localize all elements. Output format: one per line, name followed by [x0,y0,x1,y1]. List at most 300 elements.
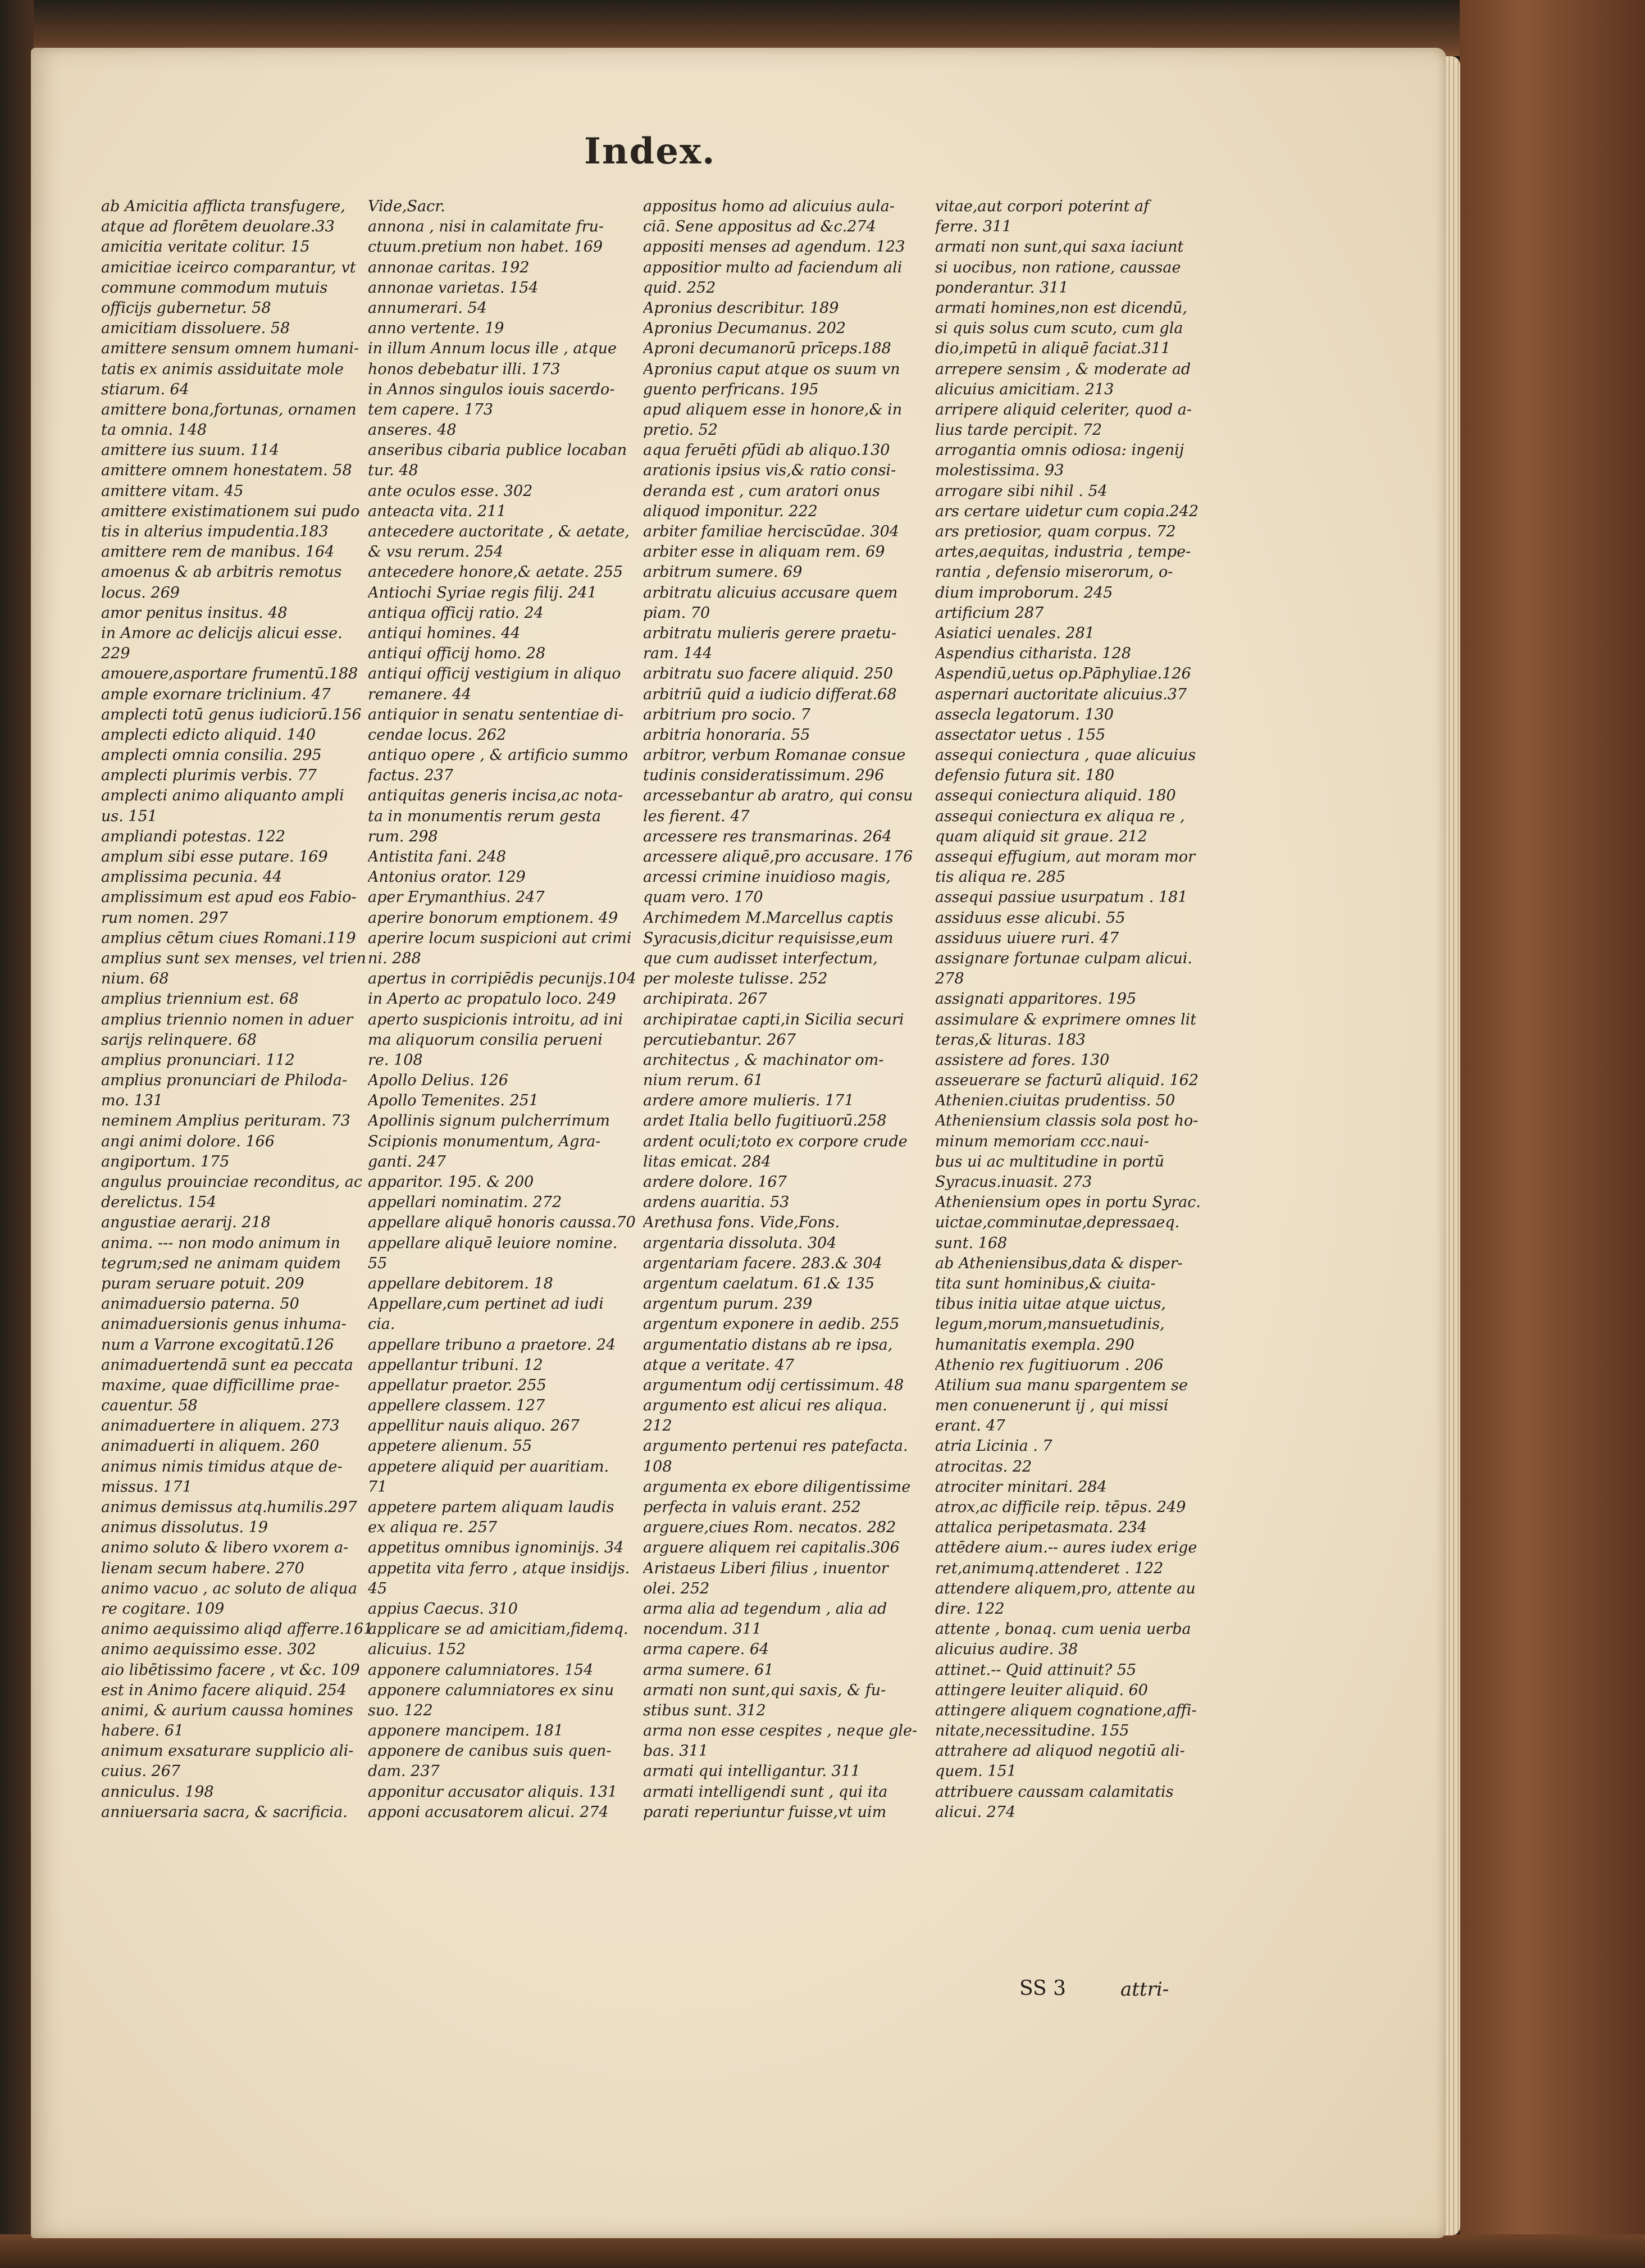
index-entry: rantia , defensio miserorum, o- [935,563,1173,581]
index-entry: Apronius describitur. 189 [643,299,839,317]
index-entry: assistere ad fores. 130 [935,1051,1110,1069]
index-entry: 108 [643,1458,672,1475]
index-entry: ante oculos esse. 302 [368,482,533,500]
index-entry: amittere vitam. 45 [101,482,244,500]
index-entry: factus. 237 [368,767,454,785]
index-entry: arbitratu mulieris gerere praetu- [643,624,897,642]
index-entry: men conuenerunt ij , qui missi [935,1397,1169,1415]
index-entry: asseuerare se facturū aliquid. 162 [935,1072,1199,1090]
index-entry: ardet Italia bello fugitiuorū.258 [643,1112,887,1130]
index-entry: aperire locum suspicioni aut crimi [368,929,632,947]
index-entry: atrox,ac difficile reip. tēpus. 249 [935,1499,1186,1516]
index-entry: 229 [101,645,130,663]
index-entry: bas. 311 [643,1742,708,1760]
index-entry: argumenta ex ebore diligentissime [643,1478,911,1496]
index-entry: argumentum odij certissimum. 48 [643,1376,904,1394]
index-entry: anno vertente. 19 [368,320,504,338]
index-entry: ample exornare triclinium. 47 [101,685,331,703]
index-entry: assignati apparitores. 195 [935,990,1137,1008]
index-entry: teras,& lituras. 183 [935,1031,1086,1049]
index-entry: ta omnia. 148 [101,421,207,439]
index-entry: legum,morum,mansuetudinis, [935,1315,1165,1333]
index-entry: arguere,ciues Rom. necatos. 282 [643,1519,896,1537]
index-entry: Athenio rex fugitiuorum . 206 [935,1356,1164,1374]
index-entry: Vide,Sacr. [368,198,445,215]
index-entry: ex aliqua re. 257 [368,1519,498,1537]
index-entry: arationis ipsius vis,& ratio consi- [643,462,896,480]
index-entry: re. 108 [368,1051,423,1069]
index-entry: arbitrium pro socio. 7 [643,705,810,723]
index-entry: in Aperto ac propatulo loco. 249 [368,990,616,1008]
index-entry: Antonius orator. 129 [368,868,526,886]
index-entry: antecedere honore,& aetate. 255 [368,563,623,581]
index-entry: Arethusa fons. Vide,Fons. [643,1214,840,1232]
index-entry: appellare aliquē honoris caussa.70 [368,1214,636,1232]
index-entry: appositus homo ad alicuius aula- [643,198,895,215]
index-entry: neminem Amplius perituram. 73 [101,1112,350,1130]
index-entry: artes,aequitas, industria , tempe- [935,543,1191,561]
index-entry: ta in monumentis rerum gesta [368,807,602,825]
index-entry: cauentur. 58 [101,1397,198,1415]
index-entry: assequi passiue usurpatum . 181 [935,889,1188,907]
index-entry: apponere calumniatores ex sinu [368,1681,614,1699]
index-entry: re cogitare. 109 [101,1600,225,1618]
index-entry: architectus , & machinator om- [643,1051,884,1069]
index-entry: appositi menses ad agendum. 123 [643,238,905,256]
index-entry: animi, & aurium caussa homines [101,1701,353,1719]
index-entry: angiportum. 175 [101,1153,230,1171]
index-entry: ferre. 311 [935,218,1012,236]
index-entry: annonae varietas. 154 [368,279,539,297]
index-entry: amoenus & ab arbitris remotus [101,563,342,581]
index-entry: apponere mancipem. 181 [368,1722,564,1740]
index-entry: amor penitus insitus. 48 [101,604,288,622]
index-entry: erant. 47 [935,1417,1005,1435]
index-entry: amplissima pecunia. 44 [101,868,282,886]
index-entry: amplius pronunciari de Philoda- [101,1072,348,1090]
index-entry: anseres. 48 [368,421,457,439]
index-entry: arcessi crimine inuidioso magis, [643,868,891,886]
index-entry: appellitur nauis aliquo. 267 [368,1417,580,1435]
index-entry: arbitratu suo facere aliquid. 250 [643,665,893,683]
index-entry: Apollo Delius. 126 [368,1072,508,1090]
index-entry: annumerari. 54 [368,299,487,317]
index-column-3 [643,197,924,1823]
index-entry: amplecti animo aliquanto ampli [101,787,344,805]
index-entry: amplecti plurimis verbis. 77 [101,767,317,785]
index-entry: amittere bona,fortunas, ornamen [101,400,357,418]
index-entry: apponi accusatorem alicui. 274 [368,1803,609,1821]
index-entry: ab Atheniensibus,data & disper- [935,1254,1183,1272]
index-entry: tudinis consideratissimum. 296 [643,767,885,785]
index-entry: dire. 122 [935,1600,1005,1618]
index-entry: appositior multo ad faciendum ali [643,258,903,276]
index-entry: animo soluto & libero vxorem a- [101,1539,349,1557]
index-entry: atrociter minitari. 284 [935,1478,1107,1496]
index-entry: amittere existimationem sui pudo [101,502,360,520]
index-entry: argentariam facere. 283.& 304 [643,1254,882,1272]
leather-binding-right [1460,0,1645,2268]
index-entry: amouere,asportare frumentū.188 [101,665,358,683]
index-entry: in Amore ac delicijs alicui esse. [101,624,343,642]
index-entry: amplius triennium est. 68 [101,990,299,1008]
leather-binding-bottom [0,2234,1645,2268]
index-entry: Antistita fani. 248 [368,848,507,866]
index-entry: lienam secum habere. 270 [101,1559,304,1577]
index-entry: antiqua officij ratio. 24 [368,604,544,622]
index-entry: 55 [368,1254,388,1272]
index-entry: animaduertere in aliquem. 273 [101,1417,340,1435]
index-entry: Atheniensium classis sola post ho- [935,1112,1199,1130]
index-entry: Apollo Temenites. 251 [368,1092,539,1110]
index-entry: Syracusis,dicitur requisisse,eum [643,929,894,947]
index-entry: quem. 151 [935,1763,1017,1780]
index-column-4 [935,197,1216,1823]
index-entry: apponere de canibus suis quen- [368,1742,612,1760]
index-entry: attinet.-- Quid attinuit? 55 [935,1661,1137,1679]
index-entry: amicitia veritate colitur. 15 [101,238,310,256]
index-entry: deranda est , cum aratori onus [643,482,880,500]
index-entry: amplius triennio nomen in aduer [101,1010,353,1028]
index-entry: aperto suspicionis introitu, ad ini [368,1010,623,1028]
index-entry: officijs gubernetur. 58 [101,299,271,317]
index-entry: atria Licinia . 7 [935,1437,1052,1455]
index-entry: anniculus. 198 [101,1783,214,1801]
index-entry: ret,animumq.attenderet . 122 [935,1559,1164,1577]
index-entry: sarijs relinquere. 68 [101,1031,257,1049]
index-entry: atque a veritate. 47 [643,1356,794,1374]
index-entry: annonae caritas. 192 [368,258,530,276]
index-entry: amicitiam dissoluere. 58 [101,320,290,338]
index-entry: commune commodum mutuis [101,279,328,297]
index-entry: suo. 122 [368,1701,433,1719]
index-entry: apud aliquem esse in honore,& in [643,400,903,418]
index-entry: atque ad florētem deuolare.33 [101,218,335,236]
index-entry: antiqui officij homo. 28 [368,645,546,663]
index-entry: maxime, quae difficillime prae- [101,1376,340,1394]
index-entry: ardent oculi;toto ex corpore crude [643,1132,908,1150]
index-entry: que cum audisset interfectum, [643,949,878,967]
index-entry: Scipionis monumentum, Agra- [368,1132,601,1150]
index-entry: in illum Annum locus ille , atque [368,340,617,358]
index-entry: alicuius amicitiam. 213 [935,380,1114,398]
index-entry: Asiatici uenales. 281 [935,624,1095,642]
catchword: attri- [1120,1978,1169,2001]
index-entry: amittere sensum omnem humani- [101,340,359,358]
index-entry: appius Caecus. 310 [368,1600,518,1618]
index-entry: appetere alienum. 55 [368,1437,532,1455]
index-entry: arma alia ad tegendum , alia ad [643,1600,887,1618]
index-entry: amplius sunt sex menses, vel trien [101,949,366,967]
page-header: Index. [584,130,716,172]
index-entry: assequi effugium, aut moram mor [935,848,1195,866]
index-entry: tibus initia uitae atque uictus, [935,1295,1166,1313]
index-entry: ram. 144 [643,645,713,663]
index-entry: appellare tribuno a praetore. 24 [368,1336,616,1354]
index-entry: appellari nominatim. 272 [368,1194,562,1212]
index-entry: arbitriū quid a iudicio differat.68 [643,685,897,703]
index-entry: argumento pertenui res patefacta. [643,1437,908,1455]
index-entry: stiarum. 64 [101,380,189,398]
index-entry: ciā. Sene appositus ad &c.274 [643,218,876,236]
index-entry: parati reperiuntur fuisse,vt uim [643,1803,887,1821]
index-entry: amicitiae iceirco comparantur, vt [101,258,356,276]
index-entry: antecedere auctoritate , & aetate, [368,523,630,540]
index-entry: si quis solus cum scuto, cum gla [935,320,1183,338]
index-entry: appellere classem. 127 [368,1397,545,1415]
index-entry: anteacta vita. 211 [368,502,507,520]
index-entry: arma non esse cespites , neque gle- [643,1722,918,1740]
index-entry: les fierent. 47 [643,807,750,825]
index-entry: archipiratae capti,in Sicilia securi [643,1010,904,1028]
index-entry: anima. --- non modo animum in [101,1234,340,1252]
index-entry: arrepere sensim , & moderate ad [935,360,1191,378]
index-entry: Antiochi Syriae regis filij. 241 [368,584,597,602]
index-entry: amplecti totū genus iudiciorū.156 [101,705,362,723]
index-entry: arbitrum sumere. 69 [643,563,803,581]
index-entry: percutiebantur. 267 [643,1031,796,1049]
index-entry: assiduus esse alicubi. 55 [935,909,1125,927]
index-entry: missus. 171 [101,1478,192,1496]
index-entry: attēdere aium.-- aures iudex erige [935,1539,1197,1557]
index-entry: argumento est alicui res aliqua. [643,1397,887,1415]
index-entry: attingere aliquem cognatione,affi- [935,1701,1197,1719]
index-entry: arbitria honoraria. 55 [643,726,810,744]
index-entry: uictae,comminutae,depressaeq. [935,1214,1180,1232]
index-entry: nium rerum. 61 [643,1072,763,1090]
index-entry: arbitratu alicuius accusare quem [643,584,898,602]
index-entry: aperire bonorum emptionem. 49 [368,909,618,927]
index-entry: nitate,necessitudine. 155 [935,1722,1129,1740]
index-entry: assimulare & exprimere omnes lit [935,1010,1197,1028]
index-entry: Aproni decumanorū prīceps.188 [643,340,891,358]
index-entry: Apollinis signum pulcherrimum [368,1112,610,1130]
index-entry: argentum exponere in aedib. 255 [643,1315,900,1333]
index-entry: archipirata. 267 [643,990,767,1008]
index-entry: humanitatis exempla. 290 [935,1336,1134,1354]
index-entry: amplum sibi esse putare. 169 [101,848,328,866]
index-entry: tegrum;sed ne animam quidem [101,1254,341,1272]
index-entry: assiduus uiuere ruri. 47 [935,929,1119,947]
index-entry: attingere leuiter aliquid. 60 [935,1681,1148,1699]
index-entry: & vsu rerum. 254 [368,543,504,561]
index-entry: aqua feruēti ρfūdi ab aliquo.130 [643,441,890,459]
index-entry: arcessere res transmarinas. 264 [643,827,892,845]
index-entry: arbiter familiae herciscūdae. 304 [643,523,899,540]
index-entry: argentaria dissoluta. 304 [643,1234,837,1252]
index-entry: antiquior in senatu sententiae di- [368,705,624,723]
index-entry: alicuius audire. 38 [935,1641,1078,1659]
index-entry: apponere calumniatores. 154 [368,1661,594,1679]
index-entry: est in Animo facere aliquid. 254 [101,1681,347,1699]
index-entry: aio libētissimo facere , vt &c. 109 [101,1661,360,1679]
index-entry: antiqui homines. 44 [368,624,521,642]
index-entry: arcessebantur ab aratro, qui consu [643,787,913,805]
index-entry: aliquod imponitur. 222 [643,502,818,520]
index-entry: arma capere. 64 [643,1641,769,1659]
index-entry: dium improborum. 245 [935,584,1113,602]
index-entry: artificium 287 [935,604,1044,622]
index-entry: armati qui intelligantur. 311 [643,1763,861,1780]
index-entry: pretio. 52 [643,421,718,439]
index-entry: applicare se ad amicitiam,fidemq. [368,1620,628,1638]
index-entry: per moleste tulisse. 252 [643,970,828,988]
index-entry: anseribus cibaria publice locaban [368,441,627,459]
index-entry: derelictus. 154 [101,1194,217,1212]
index-entry: Athenien.ciuitas prudentiss. 50 [935,1092,1175,1110]
index-entry: appellatur praetor. 255 [368,1376,546,1394]
index-entry: ardere dolore. 167 [643,1173,787,1191]
index-entry: defensio futura sit. 180 [935,767,1115,785]
index-entry: us. 151 [101,807,157,825]
index-entry: animus demissus atq.humilis.297 [101,1499,357,1516]
index-column-2 [368,197,649,1823]
index-column-1 [101,197,382,1823]
index-entry: quam vero. 170 [643,889,763,907]
index-entry: cuius. 267 [101,1763,181,1780]
index-entry: ab Amicitia afflicta transfugere, [101,198,345,215]
index-entry: armati intelligendi sunt , qui ita [643,1783,888,1801]
index-entry: ni. 288 [368,949,421,967]
index-entry: cia. [368,1315,395,1333]
index-entry: Aspendius citharista. 128 [935,645,1131,663]
index-entry: tis aliqua re. 285 [935,868,1066,886]
index-entry: assequi coniectura , quae alicuius [935,746,1196,764]
index-entry: animaduersionis genus inhuma- [101,1315,347,1333]
index-entry: aper Erymanthius. 247 [368,889,545,907]
index-entry: habere. 61 [101,1722,184,1740]
index-entry: argumentatio distans ab re ipsa, [643,1336,893,1354]
index-entry: puram seruare potuit. 209 [101,1274,304,1292]
index-entry: tita sunt hominibus,& ciuita- [935,1274,1156,1292]
index-entry: tatis ex animis assiduitate mole [101,360,344,378]
index-entry: quid. 252 [643,279,716,297]
index-entry: argentum purum. 239 [643,1295,813,1313]
index-entry: 278 [935,970,964,988]
index-entry: Atilium sua manu spargentem se [935,1376,1188,1394]
leather-binding-left [0,0,34,2268]
index-entry: animaduertendā sunt ea peccata [101,1356,353,1374]
index-entry: Apronius caput atque os suum vn [643,360,900,378]
index-entry: appetita vita ferro , atque insidijs. [368,1559,630,1577]
index-entry: apponitur accusator aliquis. 131 [368,1783,618,1801]
index-entry: amplius pronunciari. 112 [101,1051,295,1069]
index-entry: num a Varrone excogitatū.126 [101,1336,334,1354]
index-entry: bus ui ac multitudine in portū [935,1153,1165,1171]
index-entry: honos debebatur illi. 173 [368,360,561,378]
index-entry: Apronius Decumanus. 202 [643,320,846,338]
index-entry: perfecta in valuis erant. 252 [643,1499,861,1516]
index-entry: ardens auaritia. 53 [643,1194,790,1212]
index-entry: Archimedem M.Marcellus captis [643,909,894,927]
index-entry: guento perfricans. 195 [643,380,819,398]
index-entry: 212 [643,1417,672,1435]
index-entry: ctuum.pretium non habet. 169 [368,238,603,256]
index-entry: minum memoriam ccc.naui- [935,1132,1150,1150]
index-entry: antiquitas generis incisa,ac nota- [368,787,623,805]
signature-mark: SS 3 [1019,1977,1067,2000]
index-entry: arcessere aliquē,pro accusare. 176 [643,848,913,866]
index-entry: amplecti omnia consilia. 295 [101,746,322,764]
index-entry: amplius cētum ciues Romani.119 [101,929,356,947]
index-entry: locus. 269 [101,584,180,602]
index-entry: argentum caelatum. 61.& 135 [643,1274,875,1292]
index-entry: arripere aliquid celeriter, quod a- [935,400,1192,418]
index-entry: dio,impetū in aliquē faciat.311 [935,340,1171,358]
index-entry: animaduerti in aliquem. 260 [101,1437,320,1455]
index-entry: piam. 70 [643,604,710,622]
index-entry: molestissima. 93 [935,462,1064,480]
index-entry: in Annos singulos iouis sacerdo- [368,380,615,398]
index-entry: atrocitas. 22 [935,1458,1032,1475]
index-entry: appetere partem aliquam laudis [368,1499,614,1516]
index-entry: amplecti edicto aliquid. 140 [101,726,316,744]
index-entry: amittere rem de manibus. 164 [101,543,335,561]
index-entry: arrogare sibi nihil . 54 [935,482,1108,500]
index-entry: arbiter esse in aliquam rem. 69 [643,543,885,561]
index-entry: animo aequissimo aliqd afferre.161 [101,1620,373,1638]
index-entry: anniuersaria sacra, & sacrificia. [101,1803,348,1821]
index-entry: assecla legatorum. 130 [935,705,1114,723]
index-entry: appetitus omnibus ignominijs. 34 [368,1539,624,1557]
index-entry: ganti. 247 [368,1153,446,1171]
index-entry: rum. 298 [368,827,438,845]
index-entry: animus dissolutus. 19 [101,1519,268,1537]
index-entry: animus nimis timidus atque de- [101,1458,343,1475]
index-entry: stibus sunt. 312 [643,1701,766,1719]
index-entry: mo. 131 [101,1092,163,1110]
index-entry: Aspendiū,uetus op.Pāphyliae.126 [935,665,1191,683]
index-entry: Syracus.inuasit. 273 [935,1173,1092,1191]
index-entry: attrahere ad aliquod negotiū ali- [935,1742,1185,1760]
index-entry: aspernari auctoritate alicuius.37 [935,685,1187,703]
index-entry: nocendum. 311 [643,1620,762,1638]
index-entry: olei. 252 [643,1579,710,1597]
index-entry: arguere aliquem rei capitalis.306 [643,1539,900,1557]
index-entry: angulus prouinciae reconditus, ac [101,1173,362,1191]
index-entry: assignare fortunae culpam alicui. [935,949,1192,967]
index-entry: apparitor. 195. & 200 [368,1173,534,1191]
index-entry: animo vacuo , ac soluto de aliqua [101,1579,358,1597]
index-entry: amplissimum est apud eos Fabio- [101,889,357,907]
index-entry: tur. 48 [368,462,418,480]
index-entry: ars certare uidetur cum copia.242 [935,502,1199,520]
index-entry: armati non sunt,qui saxis, & fu- [643,1681,886,1699]
index-entry: animaduersio paterna. 50 [101,1295,299,1313]
index-entry: attendere aliquem,pro, attente au [935,1579,1196,1597]
index-entry: tem capere. 173 [368,400,494,418]
index-entry: assequi coniectura ex aliqua re , [935,807,1185,825]
index-entry: ponderantur. 311 [935,279,1069,297]
index-entry: antiqui officij vestigium in aliquo [368,665,621,683]
index-entry: Atheniensium opes in portu Syrac. [935,1194,1201,1212]
index-entry: alicuius. 152 [368,1641,466,1659]
index-entry: lius tarde percipit. 72 [935,421,1102,439]
index-entry: amittere ius suum. 114 [101,441,279,459]
index-entry: arbitror, verbum Romanae consue [643,746,906,764]
index-entry: cendae locus. 262 [368,726,507,744]
index-entry: sunt. 168 [935,1234,1008,1252]
index-entry: Appellare,cum pertinet ad iudi [368,1295,604,1313]
index-entry: 45 [368,1579,388,1597]
index-entry: assequi coniectura aliquid. 180 [935,787,1176,805]
index-entry: ars pretiosior, quam corpus. 72 [935,523,1176,540]
index-entry: quam aliquid sit graue. 212 [935,827,1147,845]
index-entry: arrogantia omnis odiosa: ingenij [935,441,1184,459]
index-entry: annona , nisi in calamitate fru- [368,218,604,236]
index-entry: ampliandi potestas. 122 [101,827,285,845]
index-entry: dam. 237 [368,1763,440,1780]
